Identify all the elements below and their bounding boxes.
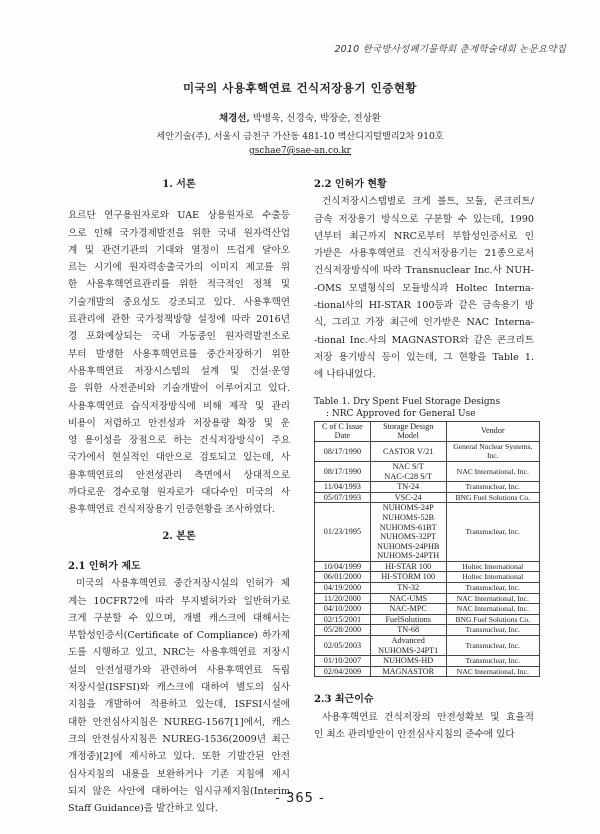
cell-model: Advanced NUHOMS-24PT1 — [370, 636, 446, 656]
lead-author: 채경선, — [218, 113, 250, 124]
cell-vendor: Transnuclear, Inc. — [446, 625, 539, 636]
text-line: 인 최소 관리방안이 안전심사지침의 준수에 있다 — [314, 729, 515, 740]
cell-model: HI-STORM 100 — [370, 572, 446, 583]
cell-issue-date: 11/04/1993 — [315, 482, 371, 493]
text-line: 금속 저장용기 방식으로 구분할 수 있는데, 1990 — [314, 213, 534, 225]
text-line: 년부터 최근까지 NRC로부터 부합성인증서로 인 — [314, 230, 534, 242]
cell-model: TN-24 — [370, 482, 446, 493]
text-line: 식, 그리고 가장 최근에 인가받은 NAC Interna- — [314, 317, 534, 329]
cell-issue-date: 06/01/2000 — [315, 572, 371, 583]
table-row — [315, 461, 540, 481]
cell-issue-date: 04/19/2000 — [315, 583, 371, 594]
cell-issue-date: 02/05/2003 — [315, 636, 371, 656]
section1-body — [68, 207, 290, 518]
text-line: 계 및 관련기관의 기대와 열정이 뜨겁게 달아오 — [68, 244, 290, 256]
storage-designs-table — [314, 421, 540, 678]
cell-vendor: Transnuclear, Inc. — [446, 656, 539, 667]
table-row — [315, 625, 540, 636]
cell-model: NUHOMS-HD — [370, 656, 446, 667]
text-line: 기술개발의 중요성도 강조되고 있다. 사용후핵연 — [68, 296, 290, 308]
table-row — [315, 572, 540, 583]
text-line: 료관리에 관한 국가정책방향 설정에 따라 2016년 — [68, 314, 290, 326]
text-line: -tional Inc.사의 MAGNASTOR와 같은 콘크리트 — [314, 334, 534, 346]
section2-3-body — [314, 709, 534, 744]
text-line: 도를 시행하고 있고, NRC는 사용후핵연료 저장시 — [68, 647, 290, 659]
table-row — [315, 492, 540, 503]
table-row — [315, 656, 540, 667]
text-line: 건식저장방식에 따라 Transnuclear Inc.사 NUH- — [314, 265, 534, 277]
text-line: 사용후핵연료 저장시스템의 설계 및 건설·운영 — [68, 365, 290, 377]
cell-vendor: Transnuclear, Inc. — [446, 503, 539, 562]
text-line: 영 용이성을 장점으로 하는 건식저장방식이 주요 — [68, 435, 290, 447]
cell-issue-date: 10/04/1999 — [315, 561, 371, 572]
cell-model: NAC-UMS — [370, 593, 446, 604]
text-line: 경 포화예상되는 국내 가동중인 원자력발전소로 — [68, 331, 290, 343]
section2-2-body — [314, 193, 534, 383]
text-line: 사용후핵연료 건식저장의 안전성확보 및 효율적 — [322, 711, 534, 723]
cell-vendor: NAC International, Inc. — [446, 593, 539, 604]
cell-issue-date: 05/28/2000 — [315, 625, 371, 636]
text-line: 설의 안전성평가와 관련하여 사용후핵연료 독립 — [68, 664, 290, 676]
affiliation: 세안기술(주), 서울시 금천구 가산동 481-10 벽산디지털밸리2차 910호 — [156, 131, 444, 142]
section2-heading: 2. 본론 — [162, 530, 196, 542]
running-header: 2010 한국방사성폐기물학회 춘계학술대회 논문요약집 — [334, 44, 566, 55]
cell-vendor: Holtec International — [446, 561, 539, 572]
cell-vendor: Holtec International — [446, 572, 539, 583]
cell-model: TN-32 — [370, 583, 446, 594]
co-authors: 박병욱, 신경숙, 박장순, 전상환 — [249, 113, 382, 124]
cell-vendor: NAC International, Inc. — [446, 604, 539, 615]
cell-model: CASTOR V/21 — [370, 441, 446, 461]
text-line: 용후핵연료의 안전성관리 측면에서 상대적으로 — [68, 469, 290, 481]
table-caption-line2: : NRC Approved for General Use — [326, 408, 476, 419]
text-line: -tional사의 HI-STAR 100등과 같은 금속용기 방 — [314, 300, 534, 312]
section2-1-body — [68, 575, 290, 817]
cell-issue-date: 11/20/2000 — [315, 593, 371, 604]
text-line: 개정중)[2]에 제시하고 있다. 또한 기발간된 안전 — [68, 751, 290, 763]
text-line: 부터 발생한 사용후핵연료를 중간저장하기 위한 — [68, 348, 290, 360]
table-caption-line1: Table 1. Dry Spent Fuel Storage Designs — [314, 396, 501, 407]
cell-issue-date: 08/17/1990 — [315, 461, 371, 481]
table-row — [315, 593, 540, 604]
right-column — [314, 176, 534, 743]
cell-vendor: General Nuclear Systems, Inc. — [446, 441, 539, 461]
cell-model: NUHOMS-24P NUHOMS-52B NUHOMS-61BT NUHOMS-32PT NUHOMS-24PHB NUHOMS-24PTH — [370, 503, 446, 562]
table-row — [315, 604, 540, 615]
cell-vendor: NAC International, Inc. — [446, 666, 539, 677]
author-list — [0, 110, 600, 124]
text-line: 크의 안전심사지침은 NUREG-1536(2009년 최근 — [68, 733, 290, 745]
text-line: 르는 시기에 원자력송출국가의 이미지 제고를 위 — [68, 262, 290, 274]
column-header-model: Storage Design Model — [370, 421, 446, 441]
cell-vendor: NAC International, Inc. — [446, 461, 539, 481]
table-row — [315, 441, 540, 461]
section2-2-heading: 2.2 인허가 현황 — [314, 179, 387, 190]
cell-model: MAGNASTOR — [370, 666, 446, 677]
text-line: Staff Guidance)을 발간하고 있다. — [68, 803, 218, 815]
text-line: 요르단 연구용원자로와 UAE 상용원자로 수출등 — [68, 210, 290, 222]
author-email[interactable]: gschae7@sae-an.co.kr — [249, 146, 351, 156]
cell-vendor: BNG Fuel Solutions Co. — [446, 614, 539, 625]
text-line: 저장 용기방식 등이 있는데, 그 현황을 Table 1. — [314, 351, 534, 363]
cell-issue-date: 08/17/1990 — [315, 441, 371, 461]
section1-heading: 1. 서론 — [162, 179, 196, 190]
text-line: 건식저장시스템별로 크게 볼트, 모듈, 콘크리트/ — [322, 196, 534, 208]
table-row — [315, 636, 540, 656]
cell-vendor: Transnuclear, Inc. — [446, 482, 539, 493]
text-line: 크게 구분할 수 있으며, 개별 캐스크에 대해서는 — [68, 612, 290, 624]
text-line: 지침을 개발하여 적용하고 있는데, ISFSI시설에 — [68, 699, 290, 711]
cell-issue-date: 01/23/1995 — [315, 503, 371, 562]
cell-issue-date: 01/10/2007 — [315, 656, 371, 667]
text-line: -OMS 모델형식의 모듈방식과 Holtec Interna- — [314, 282, 534, 294]
cell-vendor: BNG Fuel Solutions Co. — [446, 492, 539, 503]
cell-model: VSC-24 — [370, 492, 446, 503]
text-line: 한 사용후핵연료관리를 위한 적극적인 정책 및 — [68, 279, 290, 291]
table-row — [315, 561, 540, 572]
cell-model: NAC-MPC — [370, 604, 446, 615]
text-line: 국가에서 현실적인 대안으로 검토되고 있는데, 사 — [68, 452, 290, 464]
table-row — [315, 614, 540, 625]
text-line: 가받은 사용후핵연료 건식저장용기는 21종으로서 — [314, 248, 534, 260]
text-line: 계는 10CFR72에 따라 부지별허가와 일반허가로 — [68, 595, 290, 607]
page-number: - 365 - — [275, 791, 325, 806]
table-row — [315, 482, 540, 493]
text-line: 에 나타내었다. — [314, 369, 376, 381]
section2-1-heading: 2.1 인허가 제도 — [68, 560, 141, 572]
section2-3-heading: 2.3 최근이슈 — [314, 694, 374, 706]
cell-issue-date: 02/04/2009 — [315, 666, 371, 677]
table-row — [315, 583, 540, 594]
text-line: 으로 인해 국가경제발전을 위한 국내 원자력산업 — [68, 227, 290, 239]
text-line: 비용이 저렴하고 안전성과 저장용량 확장 및 운 — [68, 417, 290, 429]
text-line: 미국의 사용후핵연료 중간저장시설의 인허가 체 — [76, 578, 290, 590]
text-line: 대한 안전심사지침은 NUREG-1567[1]에서, 캐스 — [68, 716, 290, 728]
text-line: 까다로운 경수로형 원자로가 대다수인 미국의 사 — [68, 487, 290, 499]
cell-model: HI-STAR 100 — [370, 561, 446, 572]
cell-vendor: Transnuclear, Inc. — [446, 583, 539, 594]
column-header-issue-date: C of C Issue Date — [315, 421, 371, 441]
text-line: 되지 않은 사안에 대하여는 임시규제지침(Interim — [68, 785, 290, 797]
paper-title: 미국의 사용후핵연료 건식저장용기 인증현황 — [182, 81, 418, 95]
left-column — [68, 176, 290, 817]
text-line: 을 위한 사전준비와 기술개발이 이루어지고 있다. — [68, 383, 290, 395]
text-line: 심사지침의 내용을 보완하거나 기존 지침에 제시 — [68, 768, 290, 780]
cell-vendor: Transnuclear, Inc. — [446, 636, 539, 656]
table-row — [315, 666, 540, 677]
cell-model: FuelSolutions — [370, 614, 446, 625]
text-line: 저장시설(ISFSI)와 캐스크에 대하여 별도의 심사 — [68, 682, 290, 694]
cell-model: NAC S/T NAC-C28 S/T — [370, 461, 446, 481]
text-line: 사용후핵연료 습식저장방식에 비해 제작 및 관리 — [68, 400, 290, 412]
table-row — [315, 503, 540, 562]
text-line: 부합성인증서(Certificate of Compliance) 하가제 — [68, 630, 290, 642]
cell-model: TN-68 — [370, 625, 446, 636]
cell-issue-date: 04/10/2000 — [315, 604, 371, 615]
text-line: 용후핵연료 건식저장용기 인증현황을 조사하였다. — [68, 504, 275, 516]
column-header-vendor: Vendor — [446, 421, 539, 441]
cell-issue-date: 05/07/1993 — [315, 492, 371, 503]
cell-issue-date: 02/15/2001 — [315, 614, 371, 625]
